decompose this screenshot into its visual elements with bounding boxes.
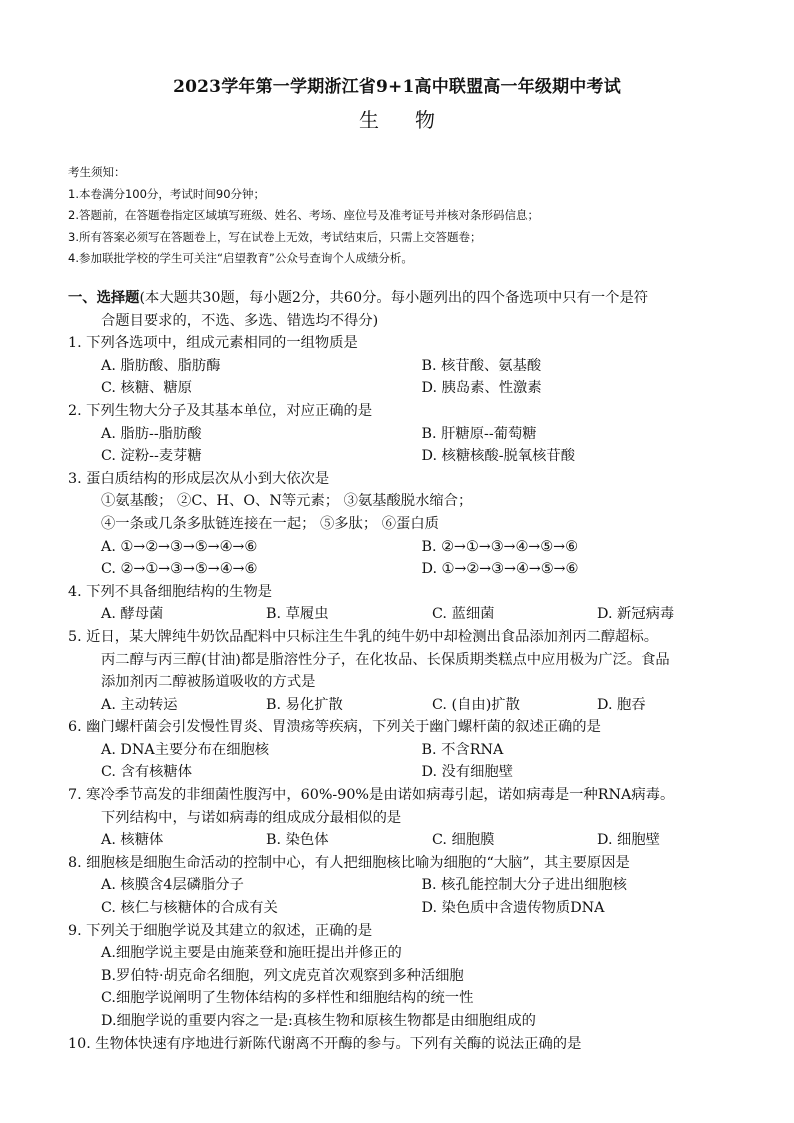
option-b: B. 草履虫 (266, 606, 329, 623)
option-c: C. (自由)扩散 (432, 696, 520, 713)
option-c: C. 核糖、糖原 (101, 380, 193, 397)
section-label: 一、选择题 (68, 290, 140, 306)
option-b: B. 染色体 (266, 832, 329, 849)
section-intro: (本大题共30题，每小题2分，共60分。每小题列出的四个备选项中只有一个是符 (139, 290, 649, 306)
notice-item: 3.所有答案必须写在答题卷上，写在试卷上无效，考试结束后，只需上交答题卷； (68, 229, 482, 244)
option-a: A. ①→②→③→⑤→④→⑥ (101, 538, 258, 555)
question-stem: 4. 下列不具备细胞结构的生物是 (68, 583, 273, 600)
subject-title: 生物 (359, 108, 471, 132)
notice-item: 2.答题前，在答题卷指定区域填写班级、姓名、考场、座位号及准考证号并核对条形码信息； (68, 208, 539, 222)
question-stem: 10. 生物体快速有序地进行新陈代谢离不开酶的参与。下列有关酶的说法正确的是 (68, 1035, 582, 1052)
options-row (68, 377, 742, 400)
question-stem: 7. 寒冷季节高发的非细菌性腹泻中，60%-90%是由诺如病毒引起，诺如病毒是一种RNA病毒。 (68, 787, 675, 804)
question-stem: 9. 下列关于细胞学说及其建立的叙述，正确的是 (68, 922, 373, 939)
options-row (68, 355, 742, 378)
options-row (68, 897, 742, 920)
options-row (68, 761, 742, 784)
option-d: D. 核糖核酸-脱氧核苷酸 (421, 448, 576, 465)
question-stem-continued: 丙二醇与丙三醇(甘油)都是脂溶性分子，在化妆品、长保质期类糕点中应用极为广泛。食品 (101, 651, 670, 668)
option-a: A. 酵母菌 (101, 606, 164, 623)
exam-notice (68, 162, 539, 270)
option-a: A.细胞学说主要是由施莱登和施旺提出并修正的 (101, 945, 402, 962)
option-a: A. 核糖体 (101, 832, 164, 849)
option-c: C. 核仁与核糖体的合成有关 (101, 900, 278, 917)
question-stem-continued: ①氨基酸； ②C、H、O、N等元素； ③氨基酸脱水缩合； (101, 493, 473, 510)
options-row (68, 829, 742, 852)
option-d: D. 细胞壁 (597, 832, 660, 849)
option-c: C. 淀粉--麦芽糖 (101, 448, 202, 465)
option-b: B. ②→①→③→④→⑤→⑥ (421, 538, 578, 555)
option-c: C. 蓝细菌 (432, 606, 495, 623)
option-d: D. 胰岛素、性激素 (421, 380, 542, 397)
options-row (68, 423, 742, 446)
exam-title: 2023学年第一学期浙江省9+1高中联盟高一年级期中考试 (173, 77, 621, 97)
option-b: B.罗伯特·胡克命名细胞，列文虎克首次观察到多种活细胞 (101, 967, 464, 984)
section-intro-continued: 合题目要求的，不选、多选、错选均不得分) (101, 312, 379, 329)
option-a: A. 脂肪酸、脂肪酶 (101, 357, 221, 374)
option-d: D. 没有细胞壁 (421, 764, 514, 781)
option-a: A. DNA主要分布在细胞核 (101, 741, 270, 758)
option-c: C. 细胞膜 (432, 832, 495, 849)
question-stem: 6. 幽门螺杆菌会引发慢性胃炎、胃溃疡等疾病，下列关于幽门螺杆菌的叙述正确的是 (68, 719, 601, 736)
option-d: D. 染色质中含遗传物质DNA (421, 900, 605, 917)
option-d: D.细胞学说的重要内容之一是:真核生物和原核生物都是由细胞组成的 (101, 1013, 536, 1029)
option-c: C. 含有核糖体 (101, 764, 193, 781)
options-row (68, 603, 742, 626)
notice-item: 4.参加联批学校的学生可关注“启望教育”公众号查询个人成绩分析。 (68, 251, 413, 265)
option-a: A. 主动转运 (101, 696, 178, 713)
question-stem: 2. 下列生物大分子及其基本单位，对应正确的是 (68, 402, 373, 419)
option-d: D. 胞吞 (597, 696, 646, 713)
question-stem: 3. 蛋白质结构的形成层次从小到大依次是 (68, 470, 330, 487)
option-b: B. 易化扩散 (266, 696, 343, 713)
option-b: B. 肝糖原--葡萄糖 (421, 425, 537, 442)
option-b: B. 核苷酸、氨基酸 (421, 357, 542, 374)
notice-heading: 考生须知： (68, 165, 126, 179)
question-stem-continued: 添加剂丙二醇被肠道吸收的方式是 (101, 674, 316, 691)
options-row (68, 536, 742, 559)
options-row (68, 739, 742, 762)
questions-section (68, 287, 742, 1055)
option-c: C. ②→①→③→⑤→④→⑥ (101, 561, 258, 578)
options-row (68, 445, 742, 468)
option-b: B. 核孔能控制大分子进出细胞核 (421, 877, 627, 894)
option-b: B. 不含RNA (421, 741, 504, 758)
question-stem: 1. 下列各选项中，组成元素相同的一组物质是 (68, 335, 358, 352)
question-stem-continued: ④一条或几条多肽链连接在一起； ⑤多肽； ⑥蛋白质 (101, 515, 439, 532)
option-a: A. 脂肪--脂肪酸 (101, 425, 202, 442)
options-row (68, 694, 742, 717)
options-row (68, 558, 742, 581)
question-stem: 8. 细胞核是细胞生命活动的控制中心，有人把细胞核比喻为细胞的“大脑”，其主要原因是 (68, 854, 630, 871)
question-stem: 5. 近日，某大牌纯牛奶饮品配料中只标注生牛乳的纯牛奶中却检测出食品添加剂丙二醇超标。 (68, 628, 659, 645)
notice-item: 1.本卷满分100分，考试时间90分钟； (68, 186, 266, 201)
option-d: D. 新冠病毒 (597, 606, 675, 623)
options-row (68, 874, 742, 897)
question-stem-continued: 下列结构中，与诺如病毒的组成成分最相似的是 (101, 809, 402, 826)
option-c: C.细胞学说阐明了生物体结构的多样性和细胞结构的统一性 (101, 990, 474, 1007)
option-a: A. 核膜含4层磷脂分子 (101, 877, 244, 894)
option-d: D. ①→②→③→④→⑤→⑥ (421, 561, 579, 578)
section-heading (68, 287, 742, 310)
